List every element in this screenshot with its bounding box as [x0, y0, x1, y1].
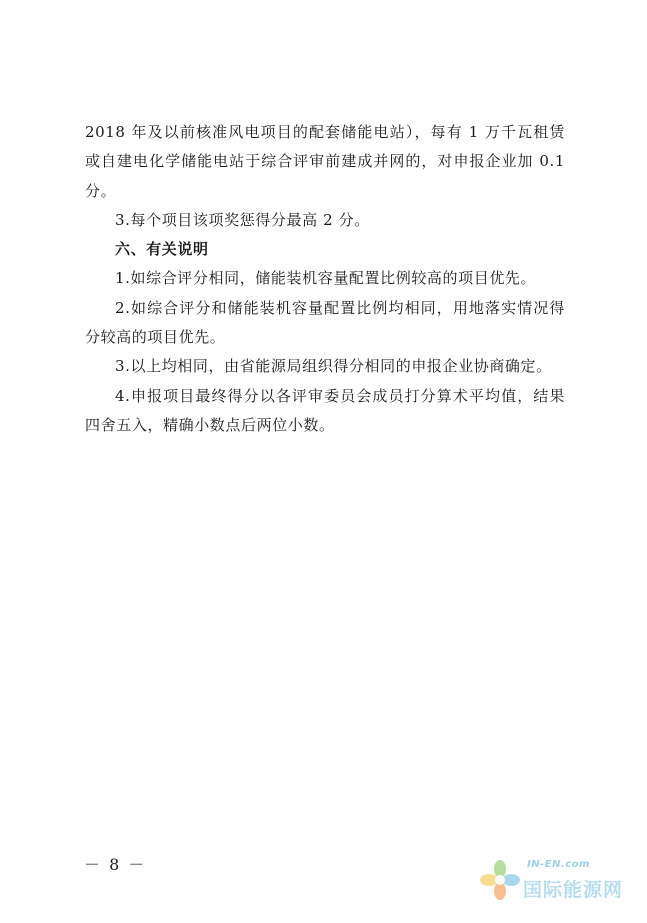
page-number: － 8 －	[84, 855, 147, 874]
paragraph-continuation: 2018 年及以前核准风电项目的配套储能电站），每有 1 万千瓦租赁或自建电化学储能电站于综合评审前建成并网的，对申报企业加 0.1 分。	[85, 123, 565, 200]
section-heading: 六、有关说明	[115, 240, 209, 259]
note-item-1: 1.如综合评分相同，储能装机容量配置比例较高的项目优先。	[115, 269, 537, 288]
flower-logo-icon	[477, 857, 523, 903]
note-item-3: 3.以上均相同，由省能源局组织得分相同的申报企业协商确定。	[115, 357, 552, 376]
note-item-2: 2.如综合评分和储能装机容量配置比例均相同，用地落实情况得分较高的项目优先。	[85, 298, 565, 347]
note-item-4: 4.申报项目最终得分以各评审委员会成员打分算术平均值，结果四舍五入，精确小数点后两位小数。	[85, 386, 565, 434]
watermark-chinese-text: 国际能源网	[523, 879, 624, 901]
watermark-latin-text: IN-EN.com	[527, 859, 590, 870]
paragraph-item-3: 3.每个项目该项奖惩得分最高 2 分。	[115, 210, 370, 229]
document-body	[85, 118, 565, 440]
watermark-logo	[477, 849, 627, 913]
